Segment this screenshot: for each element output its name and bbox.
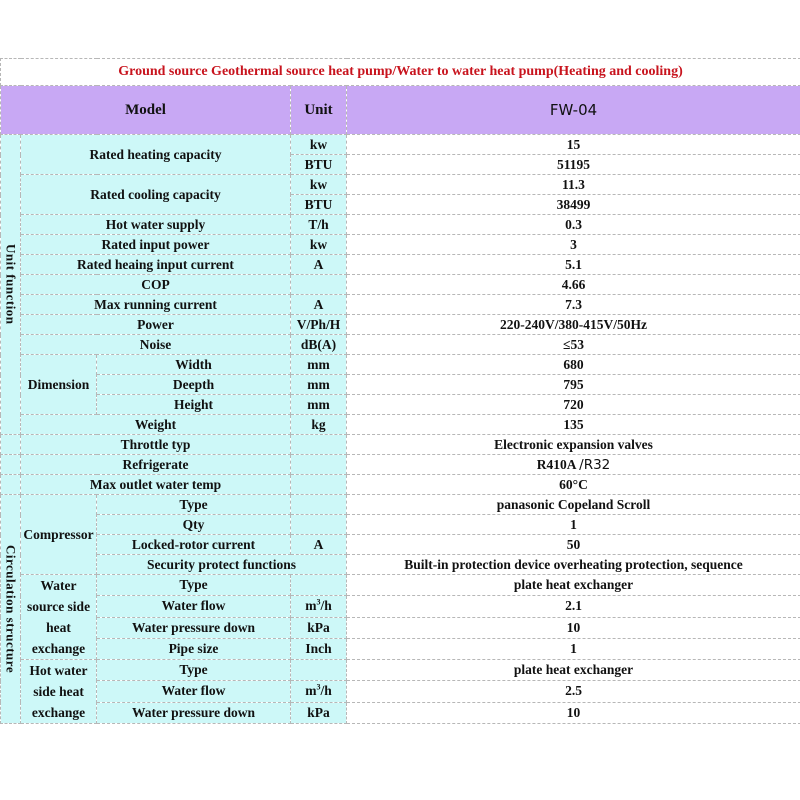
row-label: Type bbox=[97, 575, 291, 596]
unit-cell: kw bbox=[291, 135, 347, 155]
value-cell: Electronic expansion valves bbox=[347, 435, 800, 455]
table-row bbox=[1, 375, 800, 395]
compressor-label: Compressor bbox=[21, 495, 97, 575]
spec-sheet bbox=[0, 58, 800, 724]
unit-cell: kw bbox=[291, 175, 347, 195]
row-label: Water flow bbox=[97, 681, 291, 702]
row-label: Noise bbox=[21, 335, 291, 355]
unit-cell: A bbox=[291, 295, 347, 315]
unit-base: m bbox=[305, 683, 317, 699]
unit-cell: A bbox=[291, 535, 347, 555]
table-row bbox=[1, 617, 800, 638]
row-label: Type bbox=[97, 495, 291, 515]
value-cell: 7.3 bbox=[347, 295, 800, 315]
unit-tail: /h bbox=[320, 683, 332, 699]
row-label: Throttle typ bbox=[21, 435, 291, 455]
unit-base: m bbox=[305, 598, 317, 614]
row-label: COP bbox=[21, 275, 291, 295]
row-label: Max outlet water temp bbox=[21, 475, 291, 495]
section-circulation-structure: Circulation structure bbox=[1, 495, 21, 724]
header-unit: Unit bbox=[291, 86, 347, 135]
value-cell: 2.1 bbox=[347, 596, 800, 617]
table-row bbox=[1, 415, 800, 435]
table-row bbox=[1, 435, 800, 455]
value-cell: 220-240V/380-415V/50Hz bbox=[347, 315, 800, 335]
table-row bbox=[1, 315, 800, 335]
row-label: Water pressure down bbox=[97, 702, 291, 723]
unit-cell bbox=[291, 275, 347, 295]
row-label: Security protect functions bbox=[97, 555, 347, 575]
row-label: Deepth bbox=[97, 375, 291, 395]
row-label: Water pressure down bbox=[97, 617, 291, 638]
table-row bbox=[1, 660, 800, 681]
row-label: Qty bbox=[97, 515, 291, 535]
value-cell: 0.3 bbox=[347, 215, 800, 235]
value-cell: plate heat exchanger bbox=[347, 660, 800, 681]
row-label: Weight bbox=[21, 415, 291, 435]
value-cell: 10 bbox=[347, 617, 800, 638]
unit-cell: dB(A) bbox=[291, 335, 347, 355]
table-row bbox=[1, 515, 800, 535]
unit-cell bbox=[291, 660, 347, 681]
unit-cell: mm bbox=[291, 375, 347, 395]
unit-cell: kPa bbox=[291, 702, 347, 723]
unit-cell bbox=[291, 455, 347, 475]
value-cell: 15 bbox=[347, 135, 800, 155]
unit-cell bbox=[291, 575, 347, 596]
dimension-label: Dimension bbox=[21, 355, 97, 415]
row-label: Locked-rotor current bbox=[97, 535, 291, 555]
unit-cell: kg bbox=[291, 415, 347, 435]
unit-cell: V/Ph/H bbox=[291, 315, 347, 335]
value-cell: 10 bbox=[347, 702, 800, 723]
spacer-cell bbox=[1, 475, 21, 495]
unit-cell: mm bbox=[291, 395, 347, 415]
value-cell: panasonic Copeland Scroll bbox=[347, 495, 800, 515]
value-cell: 51195 bbox=[347, 155, 800, 175]
refrigerant-value: R410A bbox=[536, 456, 576, 472]
header-row bbox=[1, 86, 800, 135]
row-label: Hot water supply bbox=[21, 215, 291, 235]
table-row bbox=[1, 215, 800, 235]
header-model-value: FW-04 bbox=[347, 86, 800, 135]
unit-cell: kPa bbox=[291, 617, 347, 638]
value-cell: 11.3 bbox=[347, 175, 800, 195]
value-cell: 2.5 bbox=[347, 681, 800, 702]
row-label: Water flow bbox=[97, 596, 291, 617]
table-row bbox=[1, 335, 800, 355]
value-cell: 1 bbox=[347, 515, 800, 535]
table-row bbox=[1, 275, 800, 295]
unit-cell: A bbox=[291, 255, 347, 275]
row-label: Power bbox=[21, 315, 291, 335]
unit-cell bbox=[291, 515, 347, 535]
table-row bbox=[1, 255, 800, 275]
water-source-label: Water source side heat exchange bbox=[21, 575, 97, 660]
table-row bbox=[1, 638, 800, 659]
table-row bbox=[1, 455, 800, 475]
spacer-cell bbox=[1, 455, 21, 475]
value-cell: 60°C bbox=[347, 475, 800, 495]
table-row bbox=[1, 495, 800, 515]
value-cell: ≤53 bbox=[347, 335, 800, 355]
section-unit-function: Unit function bbox=[1, 135, 21, 435]
value-cell: 5.1 bbox=[347, 255, 800, 275]
unit-cell bbox=[291, 435, 347, 455]
row-label: Rated heaing input current bbox=[21, 255, 291, 275]
unit-cell: Inch bbox=[291, 638, 347, 659]
row-label: Rated heating capacity bbox=[21, 135, 291, 175]
table-row bbox=[1, 702, 800, 723]
unit-cell bbox=[291, 681, 347, 702]
row-label: Max running current bbox=[21, 295, 291, 315]
unit-cell bbox=[291, 475, 347, 495]
unit-cell: mm bbox=[291, 355, 347, 375]
value-cell bbox=[347, 455, 800, 475]
page-title: Ground source Geothermal source heat pump/Water to water heat pump(Heating and cooling) bbox=[1, 59, 800, 86]
table-row bbox=[1, 535, 800, 555]
table-row bbox=[1, 575, 800, 596]
unit-cell bbox=[291, 495, 347, 515]
value-cell: 4.66 bbox=[347, 275, 800, 295]
value-cell: Built-in protection device overheating protection, sequence bbox=[347, 555, 800, 575]
value-cell: 38499 bbox=[347, 195, 800, 215]
unit-cell: BTU bbox=[291, 155, 347, 175]
value-cell: plate heat exchanger bbox=[347, 575, 800, 596]
title-row bbox=[1, 59, 800, 86]
table-row bbox=[1, 135, 800, 155]
table-row bbox=[1, 596, 800, 617]
table-row bbox=[1, 295, 800, 315]
row-label: Type bbox=[97, 660, 291, 681]
unit-cell: kw bbox=[291, 235, 347, 255]
row-label: Rated cooling capacity bbox=[21, 175, 291, 215]
value-cell: 795 bbox=[347, 375, 800, 395]
refrigerant-alt-value: /R32 bbox=[579, 456, 611, 473]
value-cell: 1 bbox=[347, 638, 800, 659]
row-label: Refrigerate bbox=[21, 455, 291, 475]
value-cell: 135 bbox=[347, 415, 800, 435]
unit-superscript: 3 bbox=[316, 597, 321, 607]
table-row bbox=[1, 395, 800, 415]
row-label: Pipe size bbox=[97, 638, 291, 659]
unit-cell: T/h bbox=[291, 215, 347, 235]
table-row bbox=[1, 355, 800, 375]
spec-table bbox=[0, 58, 800, 724]
header-model: Model bbox=[1, 86, 291, 135]
unit-cell bbox=[291, 596, 347, 617]
value-cell: 680 bbox=[347, 355, 800, 375]
spacer-cell bbox=[1, 435, 21, 455]
table-row bbox=[1, 175, 800, 195]
table-row bbox=[1, 475, 800, 495]
row-label: Height bbox=[97, 395, 291, 415]
value-cell: 720 bbox=[347, 395, 800, 415]
value-cell: 3 bbox=[347, 235, 800, 255]
table-row bbox=[1, 681, 800, 702]
unit-tail: /h bbox=[320, 598, 332, 614]
unit-superscript: 3 bbox=[316, 682, 321, 692]
table-row bbox=[1, 555, 800, 575]
hot-water-side-label: Hot water side heat exchange bbox=[21, 660, 97, 724]
unit-cell: BTU bbox=[291, 195, 347, 215]
row-label: Width bbox=[97, 355, 291, 375]
value-cell: 50 bbox=[347, 535, 800, 555]
table-row bbox=[1, 235, 800, 255]
row-label: Rated input power bbox=[21, 235, 291, 255]
